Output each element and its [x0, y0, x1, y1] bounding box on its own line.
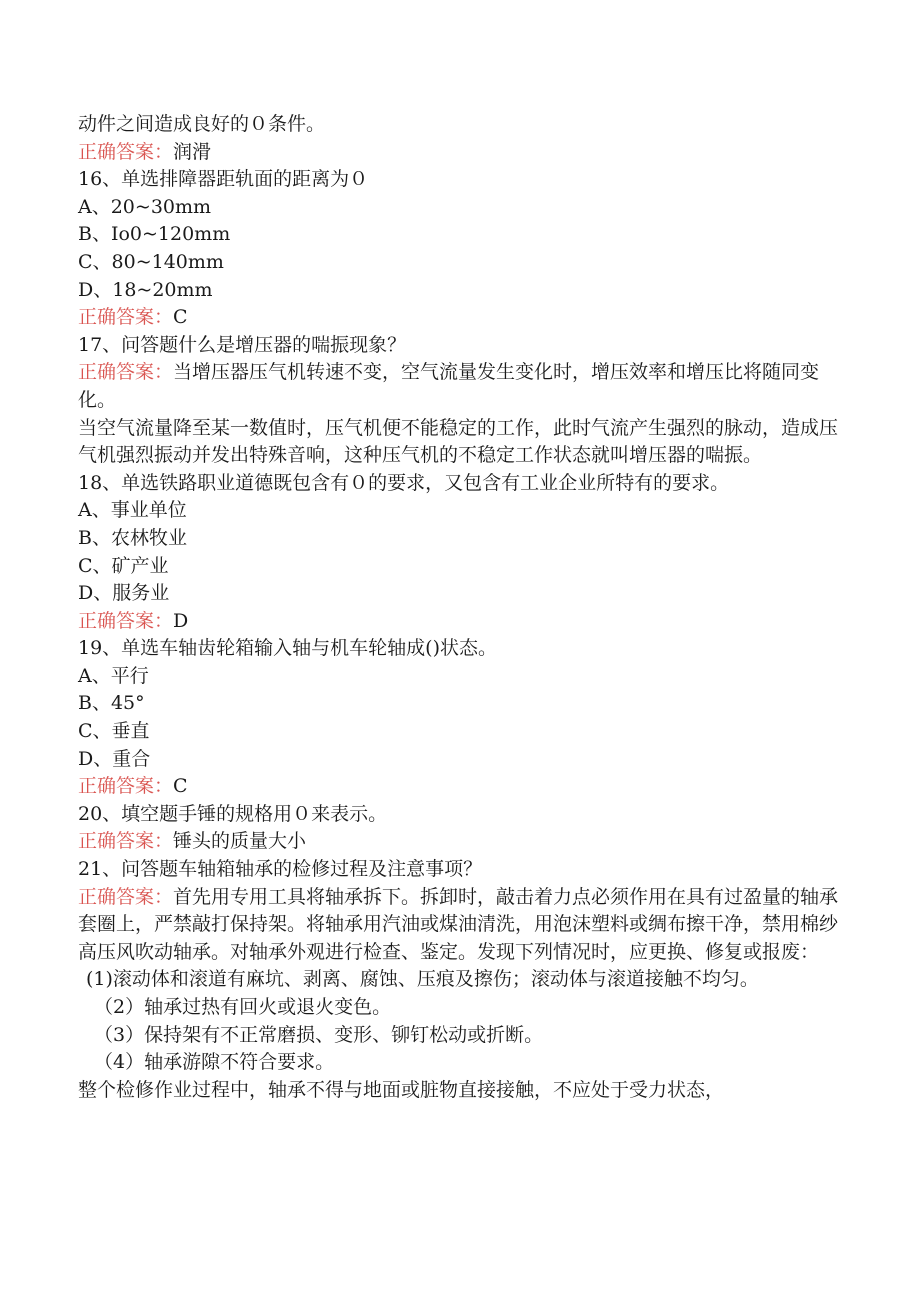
option-b: B、45° [78, 692, 145, 715]
option-a: A、平行 [78, 664, 149, 687]
option-d: D、18~20mm [78, 278, 213, 301]
answer-line [78, 828, 840, 856]
answer-text: C [173, 775, 188, 798]
option-a: A、20~30mm [78, 195, 212, 218]
answer-text: 当增压器压气机转速不变，空气流量发生变化时，增压效率和增压比将随同变化。 [78, 361, 820, 411]
answer-item: （4）轴承游隙不符合要求。 [94, 1051, 335, 1074]
option-d: D、重合 [78, 747, 151, 770]
answer-text: D [173, 609, 189, 632]
answer-line [78, 304, 840, 332]
answer-text: 首先用专用工具将轴承拆下。拆卸时，敲击着力点必须作用在具有过盈量的轴承套圈上，严禁敲打保持架。将轴承用汽油或煤油清洗，用泡沫塑料或绸布擦干净，禁用棉纱高压风吹动轴承。对轴承外观进行检查、鉴定。发现下列情况时，应更换、修复或报废： [78, 885, 839, 963]
answer-label: 正确答案： [78, 361, 174, 384]
answer-label: 正确答案： [78, 609, 174, 632]
answer-line [78, 359, 840, 414]
answer-line [78, 139, 840, 167]
answer-line [78, 884, 840, 967]
answer-label: 正确答案： [78, 775, 174, 798]
answer-label: 正确答案： [78, 830, 174, 853]
option-c: C、垂直 [78, 720, 150, 743]
answer-text: 润滑 [173, 140, 212, 163]
answer-paragraph: 整个检修作业过程中，轴承不得与地面或脏物直接接触，不应处于受力状态， [78, 1078, 725, 1101]
answer-item: （3）保持架有不正常磨损、变形、铆钉松动或折断。 [94, 1023, 544, 1046]
answer-label: 正确答案： [78, 140, 174, 163]
option-c: C、矿产业 [78, 554, 169, 577]
answer-label: 正确答案： [78, 306, 174, 329]
option-d: D、服务业 [78, 582, 170, 605]
question-21: 21、问答题车轴箱轴承的检修过程及注意事项？ [78, 858, 483, 881]
option-b: B、农林牧业 [78, 526, 187, 549]
option-c: C、80~140mm [78, 250, 224, 273]
option-b: B、Io0~120mm [78, 223, 231, 246]
question-20: 20、填空题手锤的规格用０来表示。 [78, 802, 388, 825]
question-16: 16、单选排障器距轨面的距离为０ [78, 168, 369, 191]
answer-item: (1)滚动体和滚道有麻坑、剥离、腐蚀、压痕及擦伤；滚动体与滚道接触不均匀。 [86, 968, 759, 991]
text-line: 动件之间造成良好的０条件。 [78, 113, 326, 135]
answer-text: 锤头的质量大小 [173, 830, 307, 853]
answer-line [78, 608, 840, 636]
answer-item: （2）轴承过热有回火或退火变色。 [94, 996, 392, 1018]
document-body [78, 111, 840, 1104]
answer-text: C [173, 306, 188, 329]
question-17: 17、问答题什么是增压器的喘振现象？ [78, 333, 407, 356]
answer-paragraph: 当空气流量降至某一数值时，压气机便不能稳定的工作，此时气流产生强烈的脉动，造成压气机强烈振动并发出特殊音响，这种压气机的不稳定工作状态就叫增压器的喘振。 [78, 416, 839, 467]
question-18: 18、单选铁路职业道德既包含有０的要求，又包含有工业企业所特有的要求。 [78, 471, 730, 494]
answer-line [78, 773, 840, 801]
answer-label: 正确答案： [78, 885, 174, 908]
option-a: A、事业单位 [78, 499, 187, 522]
question-19: 19、单选车轴齿轮箱输入轴与机车轮轴成()状态。 [78, 637, 498, 660]
